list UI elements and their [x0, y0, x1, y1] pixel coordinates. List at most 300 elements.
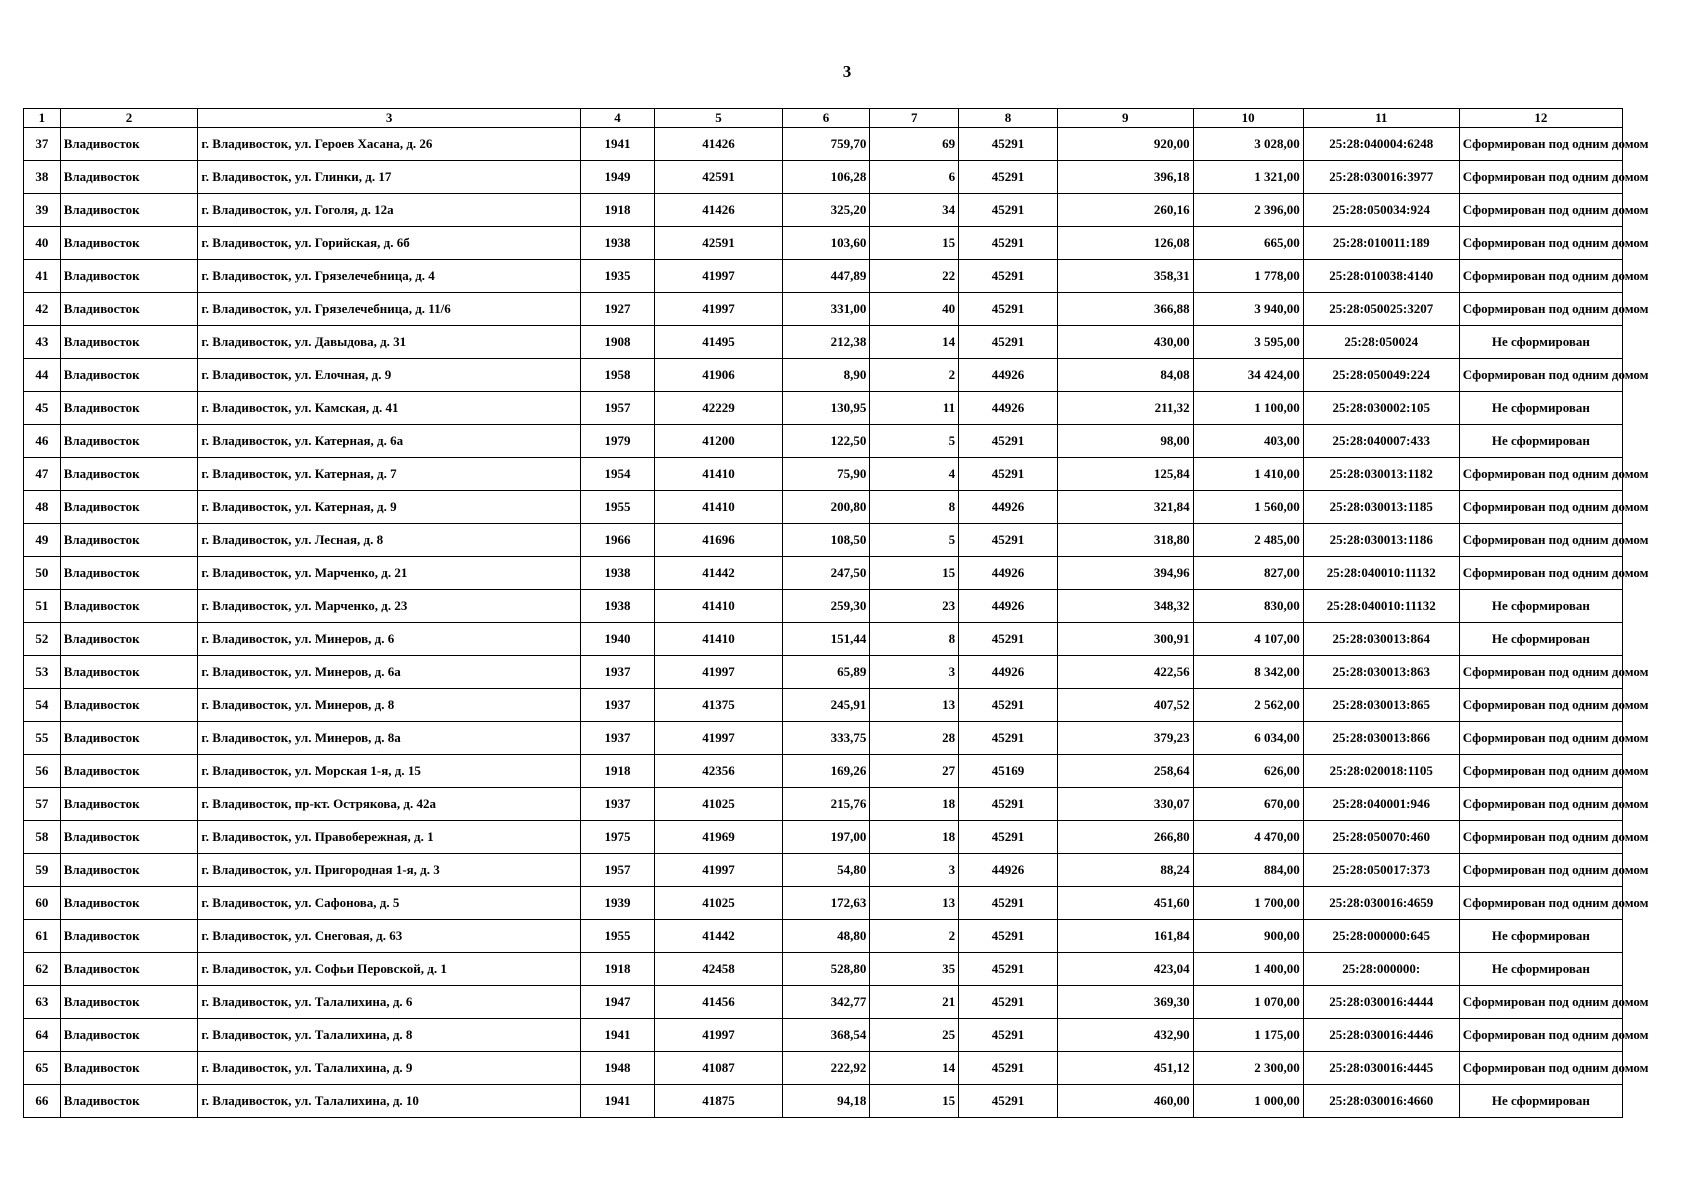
row-number-cell: 54: [24, 689, 61, 722]
column-header: 3: [198, 109, 580, 128]
column-10-cell: 8 342,00: [1193, 656, 1303, 689]
column-9-cell: 125,84: [1057, 458, 1193, 491]
row-number-cell: 62: [24, 953, 61, 986]
column-9-cell: 161,84: [1057, 920, 1193, 953]
column-8-cell: 45291: [959, 1052, 1058, 1085]
column-7-cell: 5: [870, 425, 959, 458]
year-cell: 1957: [580, 392, 654, 425]
row-number-cell: 48: [24, 491, 61, 524]
column-10-cell: 1 000,00: [1193, 1085, 1303, 1118]
row-number-cell: 63: [24, 986, 61, 1019]
column-8-cell: 45291: [959, 1019, 1058, 1052]
land-status-cell: Сформирован под одним домом: [1459, 755, 1622, 788]
row-number-cell: 66: [24, 1085, 61, 1118]
column-7-cell: 22: [870, 260, 959, 293]
column-7-cell: 2: [870, 359, 959, 392]
table-row: [24, 887, 1623, 920]
column-header: 9: [1057, 109, 1193, 128]
table-row: [24, 920, 1623, 953]
column-10-cell: 2 562,00: [1193, 689, 1303, 722]
table-row: [24, 623, 1623, 656]
column-8-cell: 44926: [959, 656, 1058, 689]
land-status-cell: Сформирован под одним домом: [1459, 689, 1622, 722]
cadastral-number-cell: 25:28:020018:1105: [1303, 755, 1459, 788]
table-row: [24, 425, 1623, 458]
column-6-cell: 247,50: [782, 557, 870, 590]
year-cell: 1949: [580, 161, 654, 194]
column-9-cell: 300,91: [1057, 623, 1193, 656]
column-8-cell: 44926: [959, 590, 1058, 623]
column-7-cell: 11: [870, 392, 959, 425]
address-cell: г. Владивосток, ул. Снеговая, д. 63: [198, 920, 580, 953]
column-5-cell: 41410: [655, 590, 782, 623]
column-7-cell: 69: [870, 128, 959, 161]
year-cell: 1938: [580, 590, 654, 623]
column-header: 1: [24, 109, 61, 128]
column-8-cell: 44926: [959, 491, 1058, 524]
column-9-cell: 920,00: [1057, 128, 1193, 161]
column-10-cell: 2 396,00: [1193, 194, 1303, 227]
row-number-cell: 65: [24, 1052, 61, 1085]
column-7-cell: 34: [870, 194, 959, 227]
column-5-cell: 41410: [655, 458, 782, 491]
column-10-cell: 1 410,00: [1193, 458, 1303, 491]
land-status-cell: Сформирован под одним домом: [1459, 524, 1622, 557]
column-7-cell: 18: [870, 821, 959, 854]
column-5-cell: 41025: [655, 788, 782, 821]
row-number-cell: 55: [24, 722, 61, 755]
land-status-cell: Не сформирован: [1459, 590, 1622, 623]
address-cell: г. Владивосток, ул. Марченко, д. 21: [198, 557, 580, 590]
column-10-cell: 626,00: [1193, 755, 1303, 788]
year-cell: 1918: [580, 953, 654, 986]
column-7-cell: 14: [870, 1052, 959, 1085]
year-cell: 1938: [580, 227, 654, 260]
column-5-cell: 41997: [655, 854, 782, 887]
cadastral-number-cell: 25:28:050070:460: [1303, 821, 1459, 854]
cadastral-number-cell: 25:28:050025:3207: [1303, 293, 1459, 326]
column-8-cell: 45291: [959, 458, 1058, 491]
cadastral-number-cell: 25:28:040010:11132: [1303, 557, 1459, 590]
column-6-cell: 65,89: [782, 656, 870, 689]
column-5-cell: 41442: [655, 920, 782, 953]
column-5-cell: 41997: [655, 260, 782, 293]
column-6-cell: 212,38: [782, 326, 870, 359]
column-8-cell: 45291: [959, 722, 1058, 755]
settlement-cell: Владивосток: [60, 920, 198, 953]
settlement-cell: Владивосток: [60, 491, 198, 524]
column-9-cell: 258,64: [1057, 755, 1193, 788]
column-8-cell: 45291: [959, 953, 1058, 986]
table-row: [24, 722, 1623, 755]
table-row: [24, 1052, 1623, 1085]
table-row: [24, 821, 1623, 854]
column-10-cell: 3 595,00: [1193, 326, 1303, 359]
column-8-cell: 45291: [959, 920, 1058, 953]
column-7-cell: 13: [870, 887, 959, 920]
land-status-cell: Сформирован под одним домом: [1459, 722, 1622, 755]
land-status-cell: Не сформирован: [1459, 425, 1622, 458]
row-number-cell: 57: [24, 788, 61, 821]
column-6-cell: 54,80: [782, 854, 870, 887]
column-8-cell: 45291: [959, 887, 1058, 920]
cadastral-number-cell: 25:28:040004:6248: [1303, 128, 1459, 161]
cadastral-number-cell: 25:28:030013:1186: [1303, 524, 1459, 557]
column-9-cell: 84,08: [1057, 359, 1193, 392]
settlement-cell: Владивосток: [60, 425, 198, 458]
settlement-cell: Владивосток: [60, 953, 198, 986]
cadastral-number-cell: 25:28:040010:11132: [1303, 590, 1459, 623]
cadastral-number-cell: 25:28:030016:4660: [1303, 1085, 1459, 1118]
address-cell: г. Владивосток, ул. Морская 1-я, д. 15: [198, 755, 580, 788]
column-9-cell: 88,24: [1057, 854, 1193, 887]
column-6-cell: 342,77: [782, 986, 870, 1019]
settlement-cell: Владивосток: [60, 557, 198, 590]
table-row: [24, 293, 1623, 326]
column-10-cell: 34 424,00: [1193, 359, 1303, 392]
address-cell: г. Владивосток, ул. Пригородная 1-я, д. 3: [198, 854, 580, 887]
settlement-cell: Владивосток: [60, 359, 198, 392]
land-status-cell: Сформирован под одним домом: [1459, 128, 1622, 161]
cadastral-number-cell: 25:28:030013:863: [1303, 656, 1459, 689]
row-number-cell: 51: [24, 590, 61, 623]
address-cell: г. Владивосток, ул. Горийская, д. 6б: [198, 227, 580, 260]
year-cell: 1966: [580, 524, 654, 557]
address-cell: г. Владивосток, ул. Сафонова, д. 5: [198, 887, 580, 920]
column-10-cell: 1 100,00: [1193, 392, 1303, 425]
land-status-cell: Сформирован под одним домом: [1459, 161, 1622, 194]
cadastral-number-cell: 25:28:010038:4140: [1303, 260, 1459, 293]
column-9-cell: 430,00: [1057, 326, 1193, 359]
column-9-cell: 358,31: [1057, 260, 1193, 293]
year-cell: 1935: [580, 260, 654, 293]
row-number-cell: 64: [24, 1019, 61, 1052]
year-cell: 1955: [580, 491, 654, 524]
column-6-cell: 172,63: [782, 887, 870, 920]
column-7-cell: 13: [870, 689, 959, 722]
cadastral-number-cell: 25:28:030013:866: [1303, 722, 1459, 755]
column-5-cell: 41375: [655, 689, 782, 722]
column-8-cell: 45291: [959, 623, 1058, 656]
column-7-cell: 23: [870, 590, 959, 623]
column-7-cell: 5: [870, 524, 959, 557]
cadastral-number-cell: 25:28:030013:1185: [1303, 491, 1459, 524]
table-row: [24, 557, 1623, 590]
address-cell: г. Владивосток, ул. Софьи Перовской, д. 1: [198, 953, 580, 986]
column-5-cell: 42591: [655, 227, 782, 260]
column-6-cell: 528,80: [782, 953, 870, 986]
column-8-cell: 45291: [959, 326, 1058, 359]
column-9-cell: 460,00: [1057, 1085, 1193, 1118]
cadastral-number-cell: 25:28:040001:946: [1303, 788, 1459, 821]
row-number-cell: 60: [24, 887, 61, 920]
table-row: [24, 590, 1623, 623]
column-5-cell: 41410: [655, 623, 782, 656]
column-7-cell: 6: [870, 161, 959, 194]
column-9-cell: 369,30: [1057, 986, 1193, 1019]
address-cell: г. Владивосток, ул. Елочная, д. 9: [198, 359, 580, 392]
column-header: 4: [580, 109, 654, 128]
settlement-cell: Владивосток: [60, 260, 198, 293]
settlement-cell: Владивосток: [60, 656, 198, 689]
table-row: [24, 755, 1623, 788]
year-cell: 1940: [580, 623, 654, 656]
address-cell: г. Владивосток, ул. Камская, д. 41: [198, 392, 580, 425]
column-10-cell: 3 940,00: [1193, 293, 1303, 326]
column-5-cell: 41969: [655, 821, 782, 854]
column-5-cell: 41442: [655, 557, 782, 590]
table-row: [24, 458, 1623, 491]
column-6-cell: 8,90: [782, 359, 870, 392]
address-cell: г. Владивосток, ул. Гоголя, д. 12а: [198, 194, 580, 227]
table-row: [24, 227, 1623, 260]
cadastral-number-cell: 25:28:030013:864: [1303, 623, 1459, 656]
cadastral-number-cell: 25:28:030013:865: [1303, 689, 1459, 722]
column-5-cell: 41025: [655, 887, 782, 920]
address-cell: г. Владивосток, ул. Талалихина, д. 10: [198, 1085, 580, 1118]
column-9-cell: 266,80: [1057, 821, 1193, 854]
settlement-cell: Владивосток: [60, 1085, 198, 1118]
settlement-cell: Владивосток: [60, 161, 198, 194]
column-10-cell: 3 028,00: [1193, 128, 1303, 161]
column-9-cell: 260,16: [1057, 194, 1193, 227]
land-status-cell: Сформирован под одним домом: [1459, 1019, 1622, 1052]
column-10-cell: 900,00: [1193, 920, 1303, 953]
table-row: [24, 260, 1623, 293]
land-status-cell: Не сформирован: [1459, 1085, 1622, 1118]
table-row: [24, 788, 1623, 821]
row-number-cell: 45: [24, 392, 61, 425]
row-number-cell: 41: [24, 260, 61, 293]
row-number-cell: 37: [24, 128, 61, 161]
column-9-cell: 348,32: [1057, 590, 1193, 623]
column-9-cell: 451,60: [1057, 887, 1193, 920]
column-8-cell: 45291: [959, 986, 1058, 1019]
year-cell: 1947: [580, 986, 654, 1019]
column-6-cell: 368,54: [782, 1019, 870, 1052]
table-row: [24, 128, 1623, 161]
land-status-cell: Сформирован под одним домом: [1459, 491, 1622, 524]
settlement-cell: Владивосток: [60, 590, 198, 623]
column-6-cell: 94,18: [782, 1085, 870, 1118]
land-status-cell: Сформирован под одним домом: [1459, 887, 1622, 920]
address-cell: г. Владивосток, пр-кт. Острякова, д. 42а: [198, 788, 580, 821]
column-6-cell: 200,80: [782, 491, 870, 524]
row-number-cell: 39: [24, 194, 61, 227]
settlement-cell: Владивосток: [60, 458, 198, 491]
column-10-cell: 1 070,00: [1193, 986, 1303, 1019]
column-8-cell: 44926: [959, 854, 1058, 887]
cadastral-number-cell: 25:28:010011:189: [1303, 227, 1459, 260]
column-5-cell: 41200: [655, 425, 782, 458]
year-cell: 1908: [580, 326, 654, 359]
column-5-cell: 41875: [655, 1085, 782, 1118]
column-9-cell: 379,23: [1057, 722, 1193, 755]
row-number-cell: 47: [24, 458, 61, 491]
column-8-cell: 45291: [959, 1085, 1058, 1118]
year-cell: 1937: [580, 722, 654, 755]
address-cell: г. Владивосток, ул. Минеров, д. 6а: [198, 656, 580, 689]
cadastral-number-cell: 25:28:030016:4444: [1303, 986, 1459, 1019]
land-status-cell: Не сформирован: [1459, 326, 1622, 359]
column-7-cell: 21: [870, 986, 959, 1019]
column-10-cell: 827,00: [1193, 557, 1303, 590]
column-5-cell: 42229: [655, 392, 782, 425]
column-7-cell: 3: [870, 656, 959, 689]
address-cell: г. Владивосток, ул. Лесная, д. 8: [198, 524, 580, 557]
settlement-cell: Владивосток: [60, 128, 198, 161]
land-status-cell: Сформирован под одним домом: [1459, 458, 1622, 491]
column-9-cell: 98,00: [1057, 425, 1193, 458]
column-7-cell: 14: [870, 326, 959, 359]
column-7-cell: 40: [870, 293, 959, 326]
column-6-cell: 106,28: [782, 161, 870, 194]
cadastral-number-cell: 25:28:050049:224: [1303, 359, 1459, 392]
column-8-cell: 45291: [959, 194, 1058, 227]
cadastral-number-cell: 25:28:040007:433: [1303, 425, 1459, 458]
table-row: [24, 161, 1623, 194]
address-cell: г. Владивосток, ул. Талалихина, д. 8: [198, 1019, 580, 1052]
settlement-cell: Владивосток: [60, 392, 198, 425]
row-number-cell: 58: [24, 821, 61, 854]
column-7-cell: 8: [870, 491, 959, 524]
column-number-header-row: [24, 109, 1623, 128]
column-6-cell: 259,30: [782, 590, 870, 623]
settlement-cell: Владивосток: [60, 722, 198, 755]
row-number-cell: 53: [24, 656, 61, 689]
address-cell: г. Владивосток, ул. Талалихина, д. 6: [198, 986, 580, 1019]
column-header: 5: [655, 109, 782, 128]
cadastral-number-cell: 25:28:030002:105: [1303, 392, 1459, 425]
table-row: [24, 953, 1623, 986]
year-cell: 1975: [580, 821, 654, 854]
column-9-cell: 211,32: [1057, 392, 1193, 425]
year-cell: 1979: [580, 425, 654, 458]
column-8-cell: 45169: [959, 755, 1058, 788]
column-10-cell: 665,00: [1193, 227, 1303, 260]
cadastral-number-cell: 25:28:030016:3977: [1303, 161, 1459, 194]
column-5-cell: 42356: [655, 755, 782, 788]
column-8-cell: 44926: [959, 557, 1058, 590]
column-7-cell: 8: [870, 623, 959, 656]
column-8-cell: 45291: [959, 227, 1058, 260]
address-cell: г. Владивосток, ул. Глинки, д. 17: [198, 161, 580, 194]
column-5-cell: 41410: [655, 491, 782, 524]
settlement-cell: Владивосток: [60, 689, 198, 722]
column-5-cell: 41696: [655, 524, 782, 557]
table-row: [24, 359, 1623, 392]
column-6-cell: 151,44: [782, 623, 870, 656]
column-6-cell: 333,75: [782, 722, 870, 755]
land-status-cell: Не сформирован: [1459, 623, 1622, 656]
column-7-cell: 28: [870, 722, 959, 755]
table-row: [24, 854, 1623, 887]
column-8-cell: 45291: [959, 425, 1058, 458]
table-row: [24, 194, 1623, 227]
land-status-cell: Сформирован под одним домом: [1459, 854, 1622, 887]
address-cell: г. Владивосток, ул. Правобережная, д. 1: [198, 821, 580, 854]
year-cell: 1948: [580, 1052, 654, 1085]
year-cell: 1941: [580, 128, 654, 161]
column-7-cell: 18: [870, 788, 959, 821]
column-10-cell: 670,00: [1193, 788, 1303, 821]
column-7-cell: 15: [870, 227, 959, 260]
settlement-cell: Владивосток: [60, 821, 198, 854]
table-row: [24, 392, 1623, 425]
address-cell: г. Владивосток, ул. Грязелечебница, д. 11/6: [198, 293, 580, 326]
housing-registry-table: [23, 108, 1649, 1118]
column-9-cell: 318,80: [1057, 524, 1193, 557]
column-6-cell: 197,00: [782, 821, 870, 854]
column-6-cell: 222,92: [782, 1052, 870, 1085]
column-7-cell: 2: [870, 920, 959, 953]
settlement-cell: Владивосток: [60, 986, 198, 1019]
column-header: 8: [959, 109, 1058, 128]
column-8-cell: 45291: [959, 524, 1058, 557]
column-5-cell: 42458: [655, 953, 782, 986]
column-9-cell: 321,84: [1057, 491, 1193, 524]
column-10-cell: 2 300,00: [1193, 1052, 1303, 1085]
column-5-cell: 41495: [655, 326, 782, 359]
column-9-cell: 451,12: [1057, 1052, 1193, 1085]
table-row: [24, 689, 1623, 722]
settlement-cell: Владивосток: [60, 887, 198, 920]
column-9-cell: 366,88: [1057, 293, 1193, 326]
year-cell: 1927: [580, 293, 654, 326]
cadastral-number-cell: 25:28:050024: [1303, 326, 1459, 359]
column-header: 12: [1459, 109, 1622, 128]
land-status-cell: Сформирован под одним домом: [1459, 557, 1622, 590]
column-6-cell: 122,50: [782, 425, 870, 458]
land-status-cell: Сформирован под одним домом: [1459, 986, 1622, 1019]
column-5-cell: 42591: [655, 161, 782, 194]
address-cell: г. Владивосток, ул. Минеров, д. 6: [198, 623, 580, 656]
settlement-cell: Владивосток: [60, 854, 198, 887]
year-cell: 1918: [580, 755, 654, 788]
column-10-cell: 1 321,00: [1193, 161, 1303, 194]
cadastral-number-cell: 25:28:030016:4659: [1303, 887, 1459, 920]
settlement-cell: Владивосток: [60, 293, 198, 326]
column-10-cell: 1 700,00: [1193, 887, 1303, 920]
column-7-cell: 35: [870, 953, 959, 986]
column-5-cell: 41456: [655, 986, 782, 1019]
settlement-cell: Владивосток: [60, 1019, 198, 1052]
row-number-cell: 59: [24, 854, 61, 887]
column-10-cell: 1 175,00: [1193, 1019, 1303, 1052]
row-number-cell: 49: [24, 524, 61, 557]
column-10-cell: 6 034,00: [1193, 722, 1303, 755]
column-6-cell: 759,70: [782, 128, 870, 161]
table-row: [24, 656, 1623, 689]
column-10-cell: 2 485,00: [1193, 524, 1303, 557]
settlement-cell: Владивосток: [60, 194, 198, 227]
land-status-cell: Сформирован под одним домом: [1459, 1052, 1622, 1085]
settlement-cell: Владивосток: [60, 1052, 198, 1085]
year-cell: 1955: [580, 920, 654, 953]
address-cell: г. Владивосток, ул. Героев Хасана, д. 26: [198, 128, 580, 161]
year-cell: 1937: [580, 788, 654, 821]
address-cell: г. Владивосток, ул. Грязелечебница, д. 4: [198, 260, 580, 293]
year-cell: 1941: [580, 1019, 654, 1052]
settlement-cell: Владивосток: [60, 623, 198, 656]
column-5-cell: 41997: [655, 656, 782, 689]
column-header: 11: [1303, 109, 1459, 128]
column-10-cell: 1 560,00: [1193, 491, 1303, 524]
row-number-cell: 50: [24, 557, 61, 590]
table-row: [24, 491, 1623, 524]
address-cell: г. Владивосток, ул. Катерная, д. 9: [198, 491, 580, 524]
column-5-cell: 41426: [655, 194, 782, 227]
